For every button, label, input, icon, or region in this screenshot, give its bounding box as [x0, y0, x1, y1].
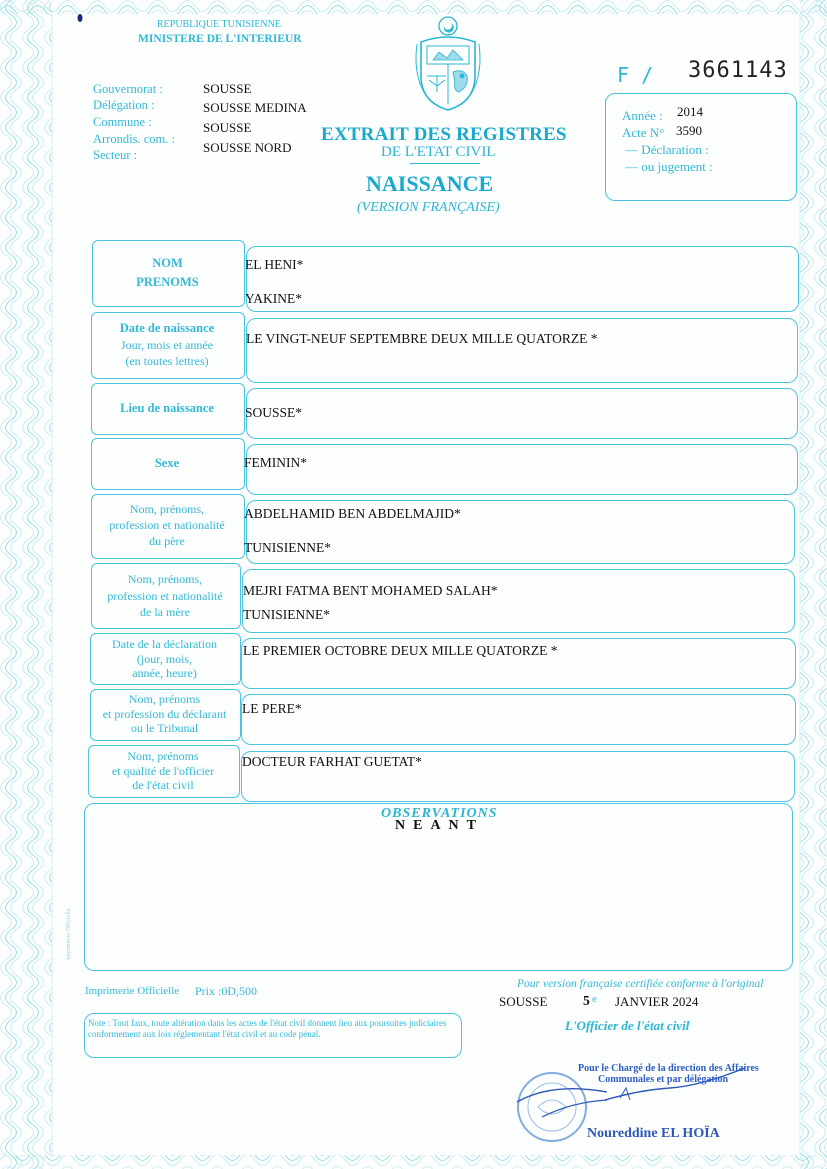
stamp-text-line-2: Communales et par délégation: [598, 1074, 729, 1085]
father-label-3: du père: [149, 534, 185, 548]
declarant-value: LE PERE*: [242, 701, 302, 716]
declaration-date-label-1: Date de la déclaration: [112, 637, 217, 651]
declarant-label-3: ou le Tribunal: [130, 721, 199, 735]
issue-day: 5: [583, 993, 590, 1008]
row-sex-value-box: [246, 444, 798, 495]
arrondis-value: SOUSSE: [203, 120, 252, 135]
delegation-label: Délégation :: [93, 98, 155, 112]
father-nationality-value: TUNISIENNE*: [244, 540, 331, 555]
republic-heading: REPUBLIQUE TUNISIENNE: [157, 19, 281, 30]
father-label-2: profession et nationalité: [109, 518, 225, 532]
row-mother-value-box: [242, 569, 795, 633]
observations-value: NEANT: [395, 818, 485, 833]
row-birthplace-value-box: [246, 388, 798, 439]
secteur-label: Secteur :: [93, 148, 138, 162]
birthdate-sublabel: Jour, mois et année: [120, 338, 214, 352]
form-number: 3661143: [688, 58, 788, 83]
birthplace-value: SOUSSE*: [245, 405, 303, 420]
officer-label-2: et qualité de l'officier: [111, 764, 215, 778]
row-declarant-value-box: [241, 694, 796, 745]
issue-place: SOUSSE: [499, 994, 548, 1009]
declaration-date-value: LE PREMIER OCTOBRE DEUX MILLE QUATORZE *: [243, 643, 558, 658]
form-number-prefix: F /: [617, 63, 654, 87]
nom-label: NOM: [152, 256, 183, 270]
officer-label-1: Nom, prénoms: [127, 749, 199, 763]
prenoms-label: PRENOMS: [136, 275, 199, 289]
nom-value: EL HENI*: [245, 257, 304, 272]
acte-value: 3590: [676, 123, 702, 138]
imprimerie-label: Imprimerie Officielle: [85, 985, 180, 997]
annee-value: 2014: [677, 104, 703, 119]
mother-nationality-value: TUNISIENNE*: [243, 607, 330, 622]
title-version: (VERSION FRANÇAISE): [357, 200, 500, 215]
birthdate-value: LE VINGT-NEUF SEPTEMBRE DEUX MILLE QUATORZE *: [246, 331, 598, 346]
side-printer-text: Imprimerie Officielle: [66, 908, 72, 960]
annee-label: Année :: [622, 108, 663, 123]
title-divider: [410, 163, 480, 164]
commune-label: Commune :: [93, 115, 152, 129]
gouvernorat-value: SOUSSE: [203, 81, 252, 96]
observations-title: OBSERVATIONS: [381, 806, 498, 821]
issue-month-year: JANVIER 2024: [615, 994, 699, 1009]
signatory-name: Noureddine EL HOÏA: [587, 1126, 720, 1141]
gouvernorat-label: Gouvernorat :: [93, 82, 163, 96]
title-extrait: EXTRAIT DES REGISTRES: [321, 124, 567, 145]
mother-label-1: Nom, prénoms,: [127, 572, 203, 586]
birthdate-sublabel-2: (en toutes lettres): [125, 354, 209, 368]
declarant-label-2: et profession du déclarant: [102, 707, 227, 721]
row-nom-label-box: [92, 240, 245, 307]
ministry-heading: MINISTERE DE L'INTERIEUR: [138, 33, 302, 45]
sex-label: Sexe: [154, 456, 180, 470]
acte-label: Acte N°: [622, 125, 665, 140]
prenoms-value: YAKINE*: [245, 291, 302, 306]
legal-note: Note : Tout faux, toute altération dans les actes de l'état civil donnent lieu aux poursuites judiciaires conformement aux lois réglementant l'état civil et au code pénal.: [88, 1018, 447, 1039]
row-birthdate-value-box: [246, 318, 798, 383]
mother-label-3: de la mère: [140, 605, 190, 619]
declaration-label: — Déclaration :: [625, 142, 709, 157]
row-nom-value-box: [246, 246, 799, 312]
delegation-value: SOUSSE MEDINA: [203, 100, 307, 115]
officer-title: L'Officier de l'état civil: [565, 1018, 690, 1033]
arrondis-label: Arrondis. com. :: [93, 132, 175, 146]
father-name-value: ABDELHAMID BEN ABDELMAJID*: [244, 506, 461, 521]
sex-value: FEMININ*: [244, 455, 307, 470]
declarant-label-1: Nom, prénoms: [128, 692, 201, 706]
mother-name-value: MEJRI FATMA BENT MOHAMED SALAH*: [243, 583, 498, 598]
officer-value: DOCTEUR FARHAT GUETAT*: [242, 754, 422, 769]
jugement-label: — ou jugement :: [625, 159, 713, 174]
officer-label-3: de l'état civil: [132, 778, 194, 792]
birthplace-label: Lieu de naissance: [120, 401, 214, 415]
issue-day-suffix: e: [592, 993, 597, 1005]
secteur-value: SOUSSE NORD: [203, 140, 292, 155]
certification-text: Pour version française certifiée conforme à l'original: [517, 978, 764, 990]
declaration-date-label-2: (jour, mois,: [136, 652, 193, 666]
title-etat-civil: DE L'ETAT CIVIL: [381, 144, 496, 160]
stamp-text-line-1: Pour le Chargé de la direction des Affaires: [578, 1063, 759, 1074]
coat-of-arms-icon: [413, 14, 483, 114]
declaration-date-label-3: année, heure): [132, 666, 197, 680]
birthdate-label: Date de naissance: [119, 321, 215, 335]
title-naissance: NAISSANCE: [366, 171, 494, 196]
father-label-1: Nom, prénoms,: [129, 502, 205, 516]
mother-label-2: profession et nationalité: [107, 589, 223, 603]
price-label: Prix :0D,500: [195, 984, 258, 998]
